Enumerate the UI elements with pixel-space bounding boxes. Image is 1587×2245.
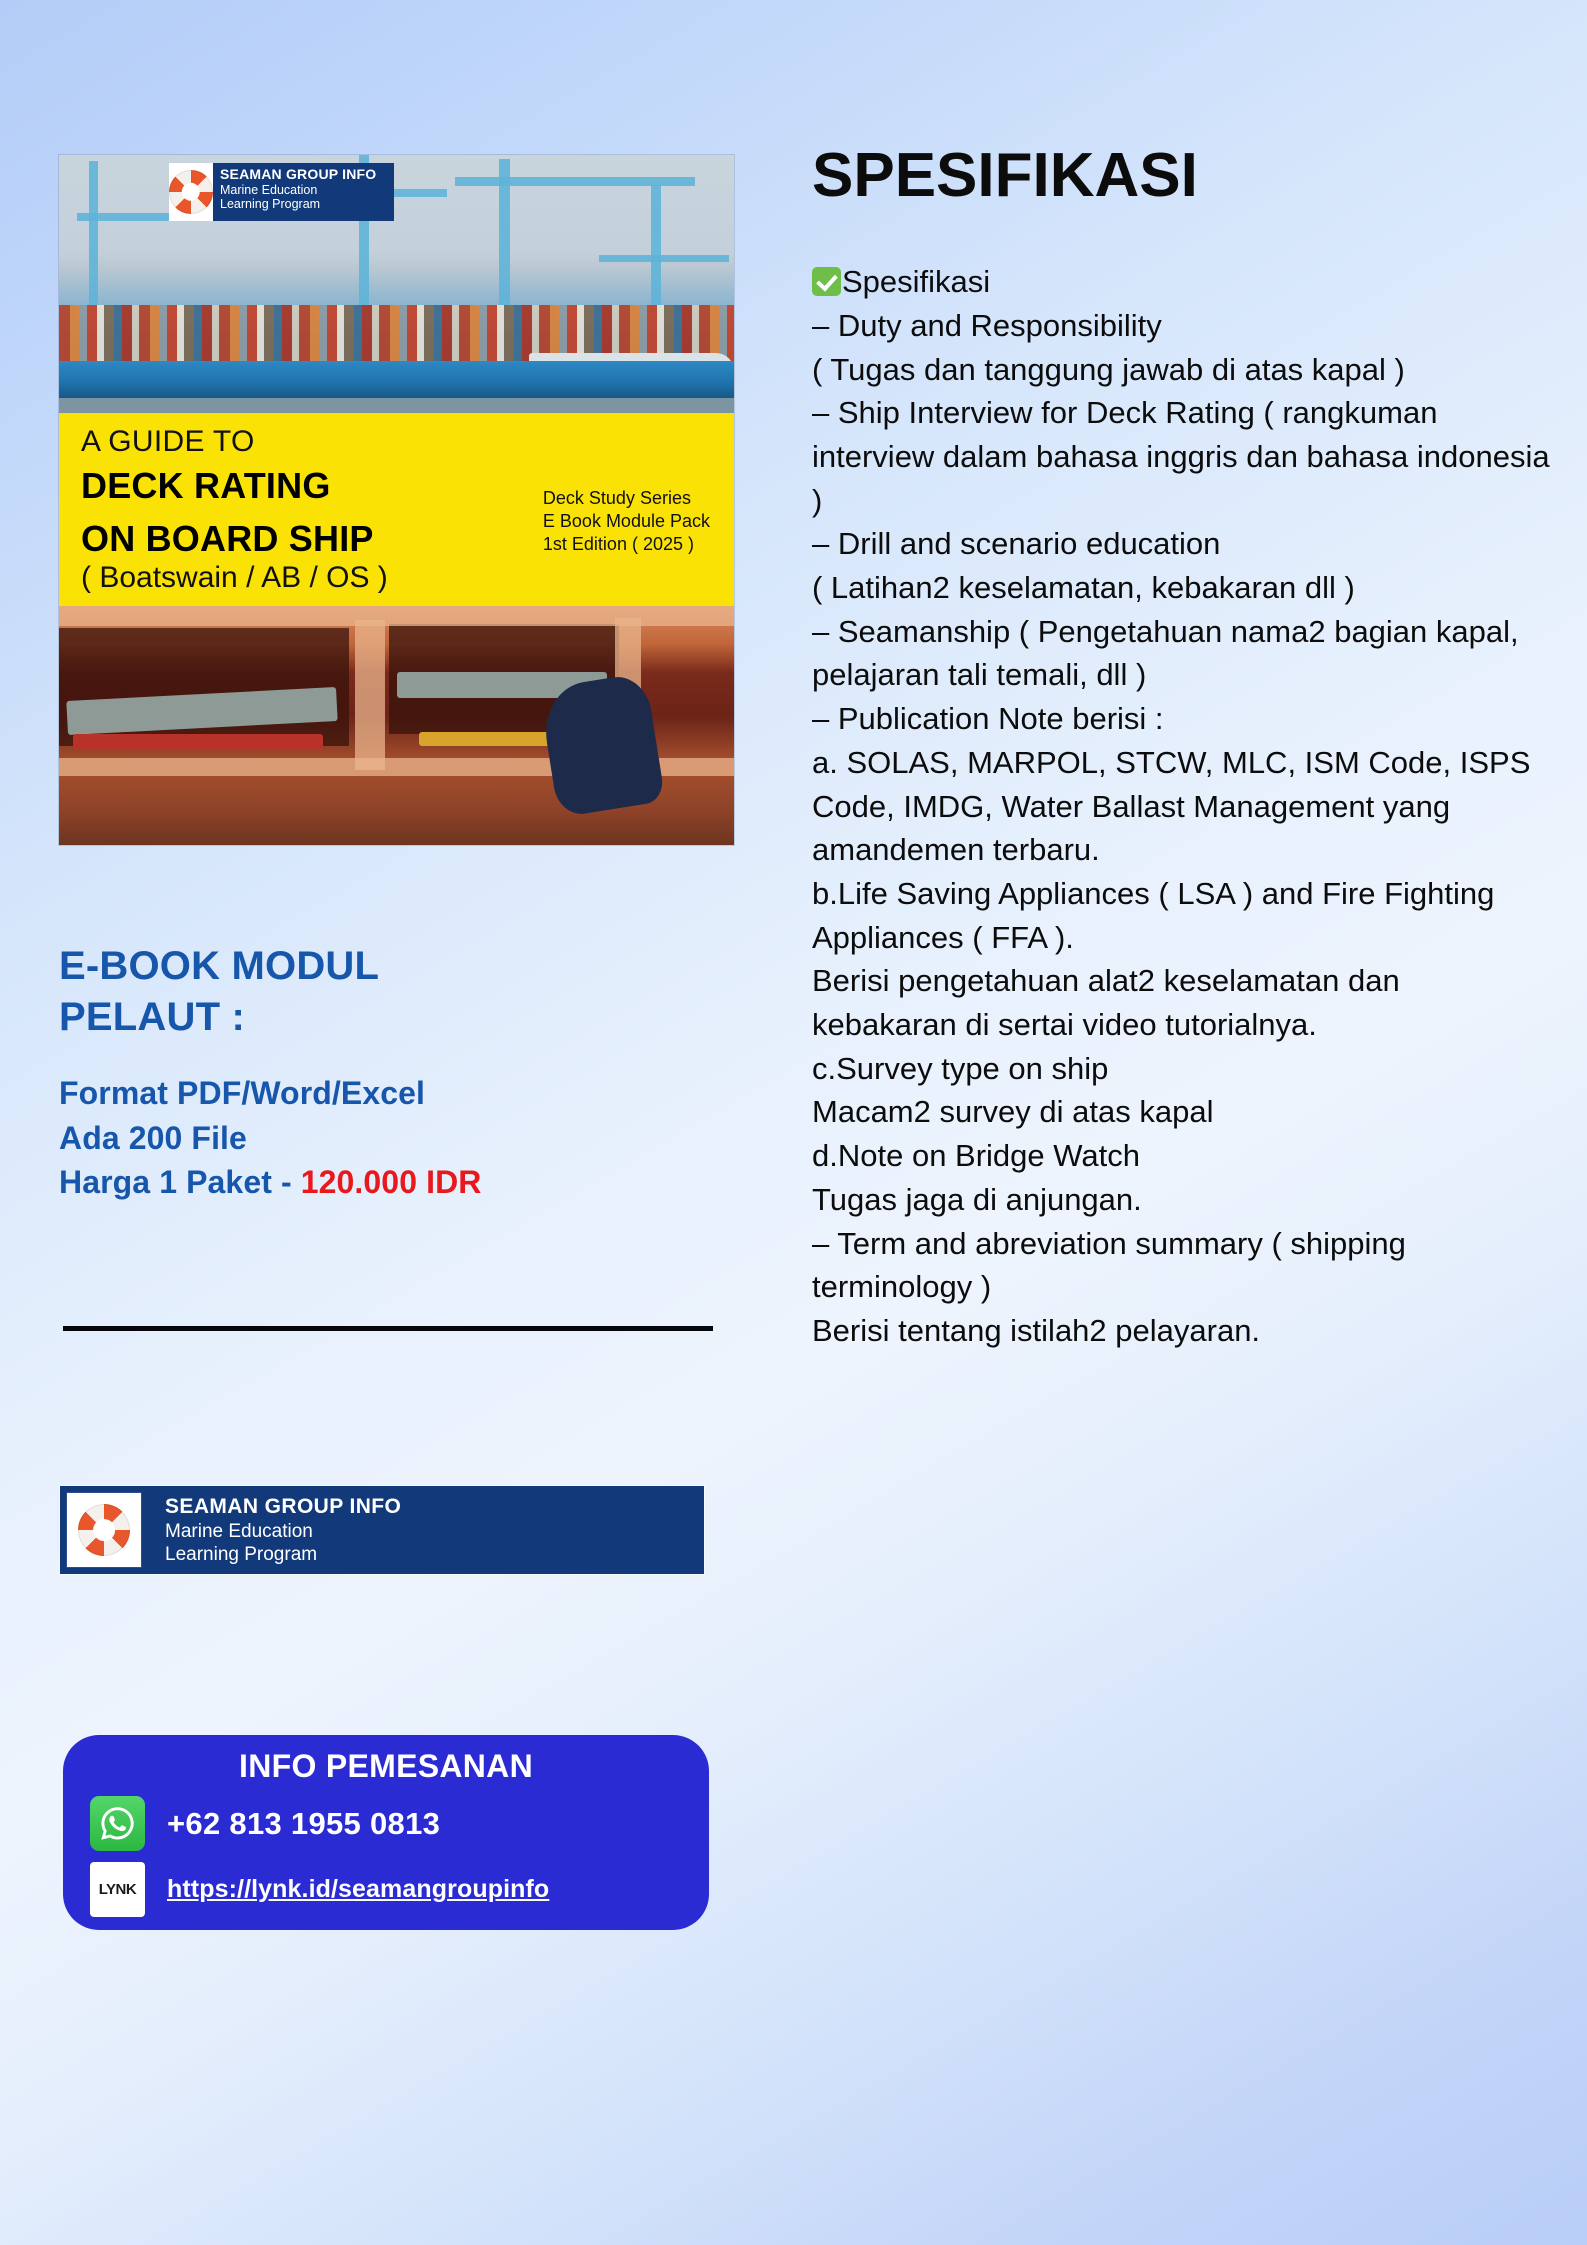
sgi-banner-line1: SEAMAN GROUP INFO xyxy=(165,1495,402,1519)
cover-title-band xyxy=(59,413,734,606)
ebook-file-count: Ada 200 File xyxy=(59,1119,247,1156)
spec-line: – Publication Note berisi : xyxy=(812,701,1164,737)
spec-line: – Drill and scenario education xyxy=(812,526,1221,562)
cover-side-note xyxy=(543,487,710,556)
cover-side-note-line2: E Book Module Pack xyxy=(542,511,710,532)
spec-line: ( Tugas dan tanggung jawab di atas kapal ) xyxy=(812,351,1405,387)
ebook-title-line1: E-BOOK MODUL xyxy=(59,944,380,988)
cover-subtitle: ( Boatswain / AB / OS ) xyxy=(81,561,388,595)
order-info-title: INFO PEMESANAN xyxy=(239,1748,533,1784)
spec-intro-line xyxy=(812,260,1552,304)
ebook-details xyxy=(59,1071,749,1203)
spec-line: – Seamanship ( Pengetahuan nama2 bagian kapal, pelajaran tali temali, dll ) xyxy=(812,613,1528,693)
lynk-row[interactable] xyxy=(63,1862,709,1917)
ebook-title xyxy=(59,941,749,1043)
spec-line: Berisi pengetahuan alat2 keselamatan dan kebakaran di sertai video tutorialnya. xyxy=(812,963,1409,1043)
cover-title-line1: DECK RATING xyxy=(81,465,331,506)
sgi-logo-box xyxy=(67,1493,141,1567)
spec-line: Tugas jaga di anjungan. xyxy=(812,1181,1142,1217)
cover-side-note-line3: 1st Edition ( 2025 ) xyxy=(542,534,694,555)
cover-logo-line2: Marine Education xyxy=(220,182,318,197)
sgi-banner-line2: Marine Education xyxy=(165,1520,313,1542)
cover-water xyxy=(59,398,734,413)
lynk-url-link[interactable]: https://lynk.id/seamangroupinfo xyxy=(167,1875,550,1903)
section-divider xyxy=(63,1326,713,1331)
book-cover-image xyxy=(59,155,734,845)
cover-logo xyxy=(169,163,394,221)
spec-line: Macam2 survey di atas kapal xyxy=(812,1094,1214,1130)
cover-photo-deck-work xyxy=(59,606,734,845)
spec-line: a. SOLAS, MARPOL, STCW, MLC, ISM Code, ISPS Code, IMDG, Water Ballast Management yang amandemen terbaru. xyxy=(812,744,1539,868)
spec-line-list xyxy=(812,304,1559,1353)
sgi-banner-line3: Learning Program xyxy=(165,1543,318,1565)
ebook-title-line2: PELAUT : xyxy=(59,995,246,1040)
cover-ship-hull xyxy=(59,361,734,401)
spec-line: c.Survey type on ship xyxy=(812,1050,1109,1086)
spec-line: b.Life Saving Appliances ( LSA ) and Fire Fighting Appliances ( FFA ). xyxy=(812,875,1502,955)
seaman-group-info-banner xyxy=(60,1486,704,1574)
ebook-price-label: Harga 1 Paket - xyxy=(59,1163,301,1200)
lifebuoy-icon xyxy=(78,1504,130,1556)
spec-line: – Ship Interview for Deck Rating ( rangkuman interview dalam bahasa inggris dan bahasa indonesia ) xyxy=(812,395,1559,518)
ebook-price-value: 120.000 IDR xyxy=(300,1163,482,1200)
sgi-banner-text xyxy=(165,1494,401,1566)
spec-line: – Term and abreviation summary ( shipping terminology ) xyxy=(812,1225,1415,1305)
left-column xyxy=(59,155,734,845)
cover-logo-line3: Learning Program xyxy=(220,197,321,212)
whatsapp-number[interactable]: +62 813 1955 0813 xyxy=(167,1805,441,1841)
whatsapp-icon[interactable] xyxy=(90,1796,145,1851)
whatsapp-row[interactable] xyxy=(63,1796,709,1851)
cover-guide-label: A GUIDE TO xyxy=(81,425,255,458)
right-column xyxy=(812,141,1559,1353)
order-info-card xyxy=(63,1735,709,1930)
spec-line: ( Latihan2 keselamatan, kebakaran dll ) xyxy=(812,570,1355,606)
cover-title-line2: ON BOARD SHIP xyxy=(81,517,374,559)
cover-photo-ship xyxy=(59,155,734,413)
ebook-price-row xyxy=(59,1160,749,1204)
spec-line: d.Note on Bridge Watch xyxy=(812,1138,1140,1174)
spec-line: Berisi tentang istilah2 pelayaran. xyxy=(812,1312,1261,1348)
ebook-info-block xyxy=(59,941,749,1204)
lynk-icon[interactable]: LYNK xyxy=(90,1862,145,1917)
spec-line: – Duty and Responsibility xyxy=(812,307,1162,343)
lifebuoy-icon xyxy=(169,170,213,214)
spec-body xyxy=(812,260,1559,1353)
ebook-format: Format PDF/Word/Excel xyxy=(59,1075,426,1112)
spec-intro-label: Spesifikasi xyxy=(842,264,991,300)
cover-side-note-line1: Deck Study Series xyxy=(542,488,691,508)
green-check-icon xyxy=(812,267,841,296)
page-title: SPESIFIKASI xyxy=(812,141,1198,210)
cover-logo-line1: SEAMAN GROUP INFO xyxy=(220,166,377,182)
